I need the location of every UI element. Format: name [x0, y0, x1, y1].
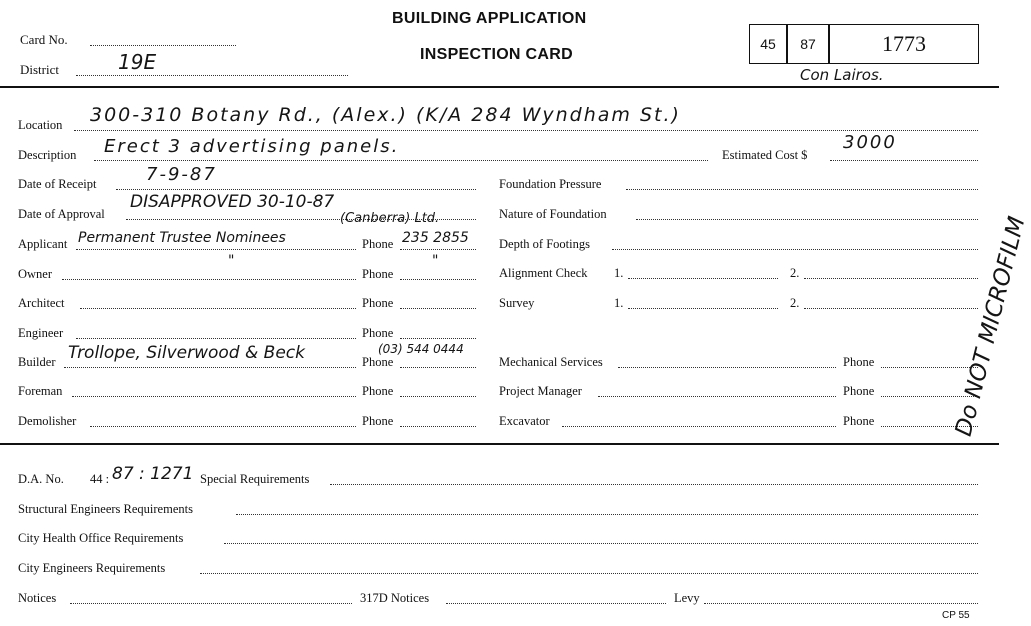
- engineer-field: [76, 338, 356, 339]
- card-no-field: [90, 45, 236, 46]
- date-approval-value: DISAPPROVED 30-10-87: [130, 192, 335, 212]
- foundation-pressure-label: Foundation Pressure: [499, 177, 602, 191]
- nature-foundation-field: [636, 219, 978, 220]
- mechanical-phone-field: [881, 367, 978, 368]
- district-label: District: [20, 62, 59, 77]
- builder-value: Trollope, Silverwood & Beck: [68, 343, 305, 363]
- location-label: Location: [18, 118, 63, 132]
- city-health-field: [224, 543, 978, 544]
- architect-phone-field: [400, 308, 476, 309]
- estimated-cost-value: 3000: [843, 132, 897, 153]
- builder-phone-value: (03) 544 0444: [378, 342, 464, 356]
- special-requirements-field: [330, 484, 978, 485]
- card-number-box: 1773: [829, 24, 979, 64]
- project-manager-phone-label: Phone: [843, 384, 875, 398]
- mechanical-label: Mechanical Services: [499, 355, 603, 369]
- builder-field: [64, 367, 356, 368]
- district-field: [76, 75, 348, 76]
- architect-field: [80, 308, 356, 309]
- survey-field-2: [804, 308, 978, 309]
- owner-phone-field: [400, 279, 476, 280]
- levy-label: Levy: [674, 591, 700, 605]
- foreman-label: Foreman: [18, 384, 63, 398]
- foreman-phone-field: [400, 396, 476, 397]
- da-no-value: 87 : 1271: [112, 464, 194, 484]
- owner-label: Owner: [18, 267, 53, 281]
- notices-label: Notices: [18, 591, 57, 605]
- card-title-line1: BUILDING APPLICATION: [392, 10, 587, 27]
- city-engineers-label: City Engineers Requirements: [18, 561, 166, 575]
- applicant-field: [76, 249, 356, 250]
- survey-field-1: [628, 308, 778, 309]
- demolisher-label: Demolisher: [18, 414, 77, 428]
- depth-footings-label: Depth of Footings: [499, 237, 590, 251]
- engineer-phone-label: Phone: [362, 326, 394, 340]
- alignment-num2: 2.: [790, 266, 800, 280]
- district-value: 19E: [118, 50, 157, 74]
- alignment-check-label: Alignment Check: [499, 266, 588, 280]
- card-no-label: Card No.: [20, 32, 68, 47]
- applicant-phone-field: [400, 249, 476, 250]
- date-approval-label: Date of Approval: [18, 207, 105, 221]
- notices-field: [70, 603, 352, 604]
- owner-field: [62, 279, 356, 280]
- city-health-label: City Health Office Requirements: [18, 531, 184, 545]
- builder-label: Builder: [18, 355, 56, 369]
- description-label: Description: [18, 148, 77, 162]
- applicant-phone-value: 235 2855: [402, 230, 469, 246]
- alignment-num1: 1.: [614, 266, 624, 280]
- city-engineers-field: [200, 573, 978, 574]
- da-no-label: D.A. No.: [18, 472, 64, 486]
- date-receipt-label: Date of Receipt: [18, 177, 97, 191]
- card-code-box-1: 45: [749, 24, 787, 64]
- engineer-phone-field: [400, 338, 476, 339]
- survey-num1: 1.: [614, 296, 624, 310]
- alignment-field-2: [804, 278, 978, 279]
- form-code: CP 55: [942, 610, 970, 621]
- card-title-line2: INSPECTION CARD: [420, 46, 573, 63]
- builder-phone-label: Phone: [362, 355, 394, 369]
- special-requirements-label: Special Requirements: [200, 472, 310, 486]
- mechanical-phone-label: Phone: [843, 355, 875, 369]
- survey-num2: 2.: [790, 296, 800, 310]
- description-value: Erect 3 advertising panels.: [104, 136, 400, 157]
- notices-317d-label: 317D Notices: [360, 591, 430, 605]
- estimated-cost-field: [830, 160, 978, 161]
- project-manager-field: [598, 396, 836, 397]
- location-value: 300-310 Botany Rd., (Alex.) (K/A 284 Wyndham St.): [90, 104, 681, 126]
- levy-field: [704, 603, 978, 604]
- excavator-phone-label: Phone: [843, 414, 875, 428]
- applicant-value: Permanent Trustee Nominees: [78, 230, 286, 246]
- date-receipt-field: [116, 189, 476, 190]
- builder-phone-field: [400, 367, 476, 368]
- alignment-field-1: [628, 278, 778, 279]
- foreman-field: [72, 396, 356, 397]
- project-manager-label: Project Manager: [499, 384, 582, 398]
- engineer-label: Engineer: [18, 326, 64, 340]
- demolisher-phone-label: Phone: [362, 414, 394, 428]
- do-not-microfilm-stamp: Do NOT MICROFILM: [950, 214, 1031, 439]
- nature-foundation-label: Nature of Foundation: [499, 207, 607, 221]
- survey-label: Survey: [499, 296, 535, 310]
- applicant-extra: (Canberra) Ltd.: [340, 211, 440, 226]
- demolisher-phone-field: [400, 426, 476, 427]
- architect-label: Architect: [18, 296, 65, 310]
- architect-phone-label: Phone: [362, 296, 394, 310]
- owner-phone-label: Phone: [362, 267, 394, 281]
- owner-value: ": [228, 253, 235, 269]
- estimated-cost-label: Estimated Cost $: [722, 148, 808, 162]
- card-code-box-2: 87: [787, 24, 829, 64]
- owner-phone-value: ": [432, 253, 439, 269]
- demolisher-field: [90, 426, 356, 427]
- structural-requirements-label: Structural Engineers Requirements: [18, 502, 193, 516]
- date-receipt-value: 7-9-87: [146, 164, 217, 185]
- description-field: [94, 160, 708, 161]
- depth-footings-field: [612, 249, 978, 250]
- excavator-label: Excavator: [499, 414, 550, 428]
- excavator-field: [562, 426, 836, 427]
- foundation-pressure-field: [626, 189, 978, 190]
- applicant-label: Applicant: [18, 237, 68, 251]
- notices-317d-field: [446, 603, 666, 604]
- applicant-phone-label: Phone: [362, 237, 394, 251]
- header-rule: [0, 86, 999, 88]
- foreman-phone-label: Phone: [362, 384, 394, 398]
- card-handwritten-note: Con Lairos.: [800, 66, 884, 84]
- structural-requirements-field: [236, 514, 978, 515]
- mechanical-field: [618, 367, 836, 368]
- middle-rule: [0, 443, 999, 445]
- location-field: [74, 130, 978, 131]
- da-no-prefix: 44 :: [90, 472, 110, 486]
